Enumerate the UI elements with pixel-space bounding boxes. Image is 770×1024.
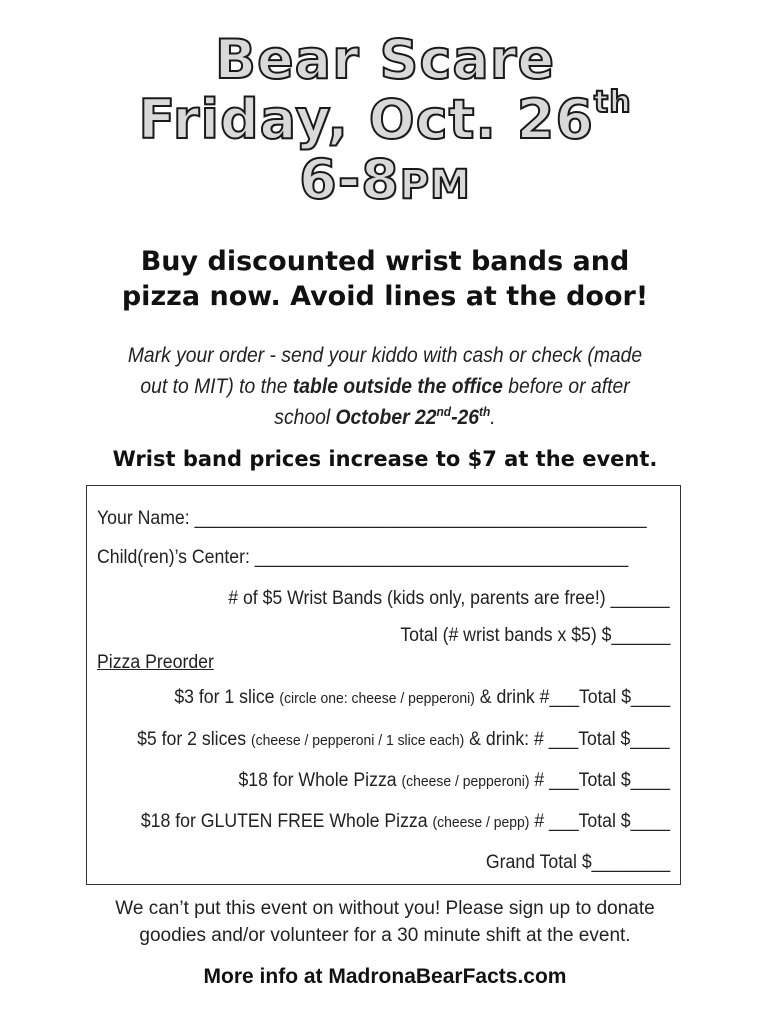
- event-title: [0, 30, 770, 215]
- childrens-center-field[interactable]: Child(ren)’s Center: ______________________________________: [97, 547, 629, 568]
- grand-total-field[interactable]: Grand Total $________: [485, 852, 670, 873]
- headline-line-2: pizza now. Avoid lines at the door!: [121, 281, 649, 312]
- wrist-bands-count-field[interactable]: # of $5 Wrist Bands (kids only, parents are free!) ______: [228, 588, 670, 609]
- wrist-bands-total-field[interactable]: Total (# wrist bands x $5) $______: [399, 625, 670, 646]
- price-increase-note: Wrist band prices increase to $7 at the event.: [112, 447, 658, 471]
- order-form: [86, 485, 681, 885]
- volunteer-note-line-1: We can’t put this event on without you! Please sign up to donate: [115, 898, 655, 919]
- whole-pizza-order-row[interactable]: $18 for Whole Pizza (cheese / pepperoni) # ___Total $____: [238, 770, 670, 791]
- headline-line-1: Buy discounted wrist bands and: [140, 246, 630, 277]
- two-slices-order-row[interactable]: $5 for 2 slices (cheese / pepperoni / 1 slice each) & drink: # ___Total $____: [137, 729, 670, 750]
- volunteer-note-line-2: goodies and/or volunteer for a 30 minute shift at the event.: [139, 925, 631, 946]
- title-event-name: Bear Scare: [214, 28, 556, 91]
- order-instructions: Mark your order - send your kiddo with cash or check (made out to MIT) to the table outside the office before or after school October 22nd-26th.: [127, 344, 643, 429]
- headline: [0, 244, 770, 314]
- pizza-preorder-heading: Pizza Preorder: [97, 652, 214, 673]
- title-event-time: 6-8PM: [299, 148, 471, 211]
- volunteer-note: [95, 895, 675, 949]
- title-event-date: Friday, Oct. 26th: [138, 85, 632, 151]
- one-slice-order-row[interactable]: $3 for 1 slice (circle one: cheese / pepperoni) & drink #___Total $____: [173, 687, 670, 708]
- your-name-field[interactable]: Your Name: ______________________________________________: [97, 508, 647, 529]
- gluten-free-pizza-order-row[interactable]: $18 for GLUTEN FREE Whole Pizza (cheese / pepp) # ___Total $____: [140, 811, 670, 832]
- more-info-link[interactable]: More info at MadronaBearFacts.com: [203, 965, 567, 988]
